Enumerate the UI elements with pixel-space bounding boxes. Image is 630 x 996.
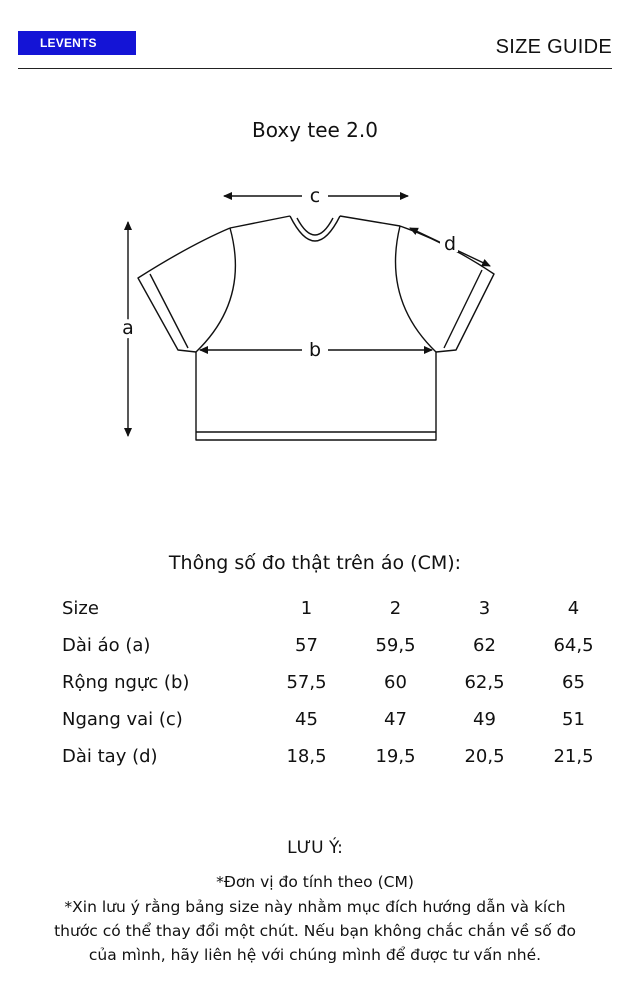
table-row xyxy=(50,627,618,664)
table-row xyxy=(50,738,618,775)
table-row xyxy=(50,664,618,701)
table-row xyxy=(50,701,618,738)
table-cell: 64,5 xyxy=(553,635,594,656)
shirt-body-outline xyxy=(196,352,436,440)
notes-title: LƯU Ý: xyxy=(287,838,343,858)
table-cell: 21,5 xyxy=(553,746,594,767)
table-cell: 19,5 xyxy=(375,746,416,767)
size-table-title: Thông số đo thật trên áo (CM): xyxy=(168,552,462,574)
table-cell: Dài áo (a) xyxy=(62,635,151,656)
page-title: SIZE GUIDE xyxy=(495,36,612,58)
table-cell: 49 xyxy=(473,709,496,730)
header-divider xyxy=(18,68,612,69)
label-b: b xyxy=(308,339,322,361)
table-cell: 59,5 xyxy=(375,635,416,656)
brand-logo: LEVENTS xyxy=(18,31,136,55)
note-line: *Đơn vị đo tính theo (CM) xyxy=(216,873,414,891)
right-armhole xyxy=(396,226,437,352)
label-d: d xyxy=(443,233,457,255)
table-cell: 65 xyxy=(562,672,585,693)
note-line: của mình, hãy liên hệ với chúng mình để được tư vấn nhé. xyxy=(88,946,542,964)
table-cell: 45 xyxy=(295,709,318,730)
table-cell: Ngang vai (c) xyxy=(62,709,183,730)
table-header-cell: 4 xyxy=(567,598,580,619)
note-line: thước có thể thay đổi một chút. Nếu bạn không chắc chắn về số đo xyxy=(54,922,576,940)
collar-inner xyxy=(297,218,333,235)
table-header-cell: 2 xyxy=(389,598,402,619)
product-name: Boxy tee 2.0 xyxy=(252,118,378,142)
label-c: c xyxy=(309,185,321,207)
table-header-cell: 3 xyxy=(478,598,491,619)
table-cell: 20,5 xyxy=(464,746,505,767)
table-cell: 57,5 xyxy=(286,672,327,693)
table-cell: 57 xyxy=(295,635,318,656)
table-cell: Dài tay (d) xyxy=(62,746,158,767)
tshirt-measurement-diagram xyxy=(110,180,510,450)
table-header-cell: Size xyxy=(62,598,99,619)
table-header-row xyxy=(50,590,618,627)
table-header-cell: 1 xyxy=(300,598,313,619)
table-cell: 62 xyxy=(473,635,496,656)
table-cell: 60 xyxy=(384,672,407,693)
table-cell: 62,5 xyxy=(464,672,505,693)
table-cell: 47 xyxy=(384,709,407,730)
table-cell: Rộng ngực (b) xyxy=(62,672,190,693)
table-cell: 18,5 xyxy=(286,746,327,767)
left-armhole xyxy=(196,228,235,352)
note-line: *Xin lưu ý rằng bảng size này nhằm mục đích hướng dẫn và kích xyxy=(64,898,566,916)
right-shoulder xyxy=(340,216,400,226)
left-sleeve xyxy=(138,228,230,352)
label-a: a xyxy=(122,317,134,339)
table-cell: 51 xyxy=(562,709,585,730)
size-table xyxy=(50,590,618,775)
left-shoulder xyxy=(230,216,290,228)
